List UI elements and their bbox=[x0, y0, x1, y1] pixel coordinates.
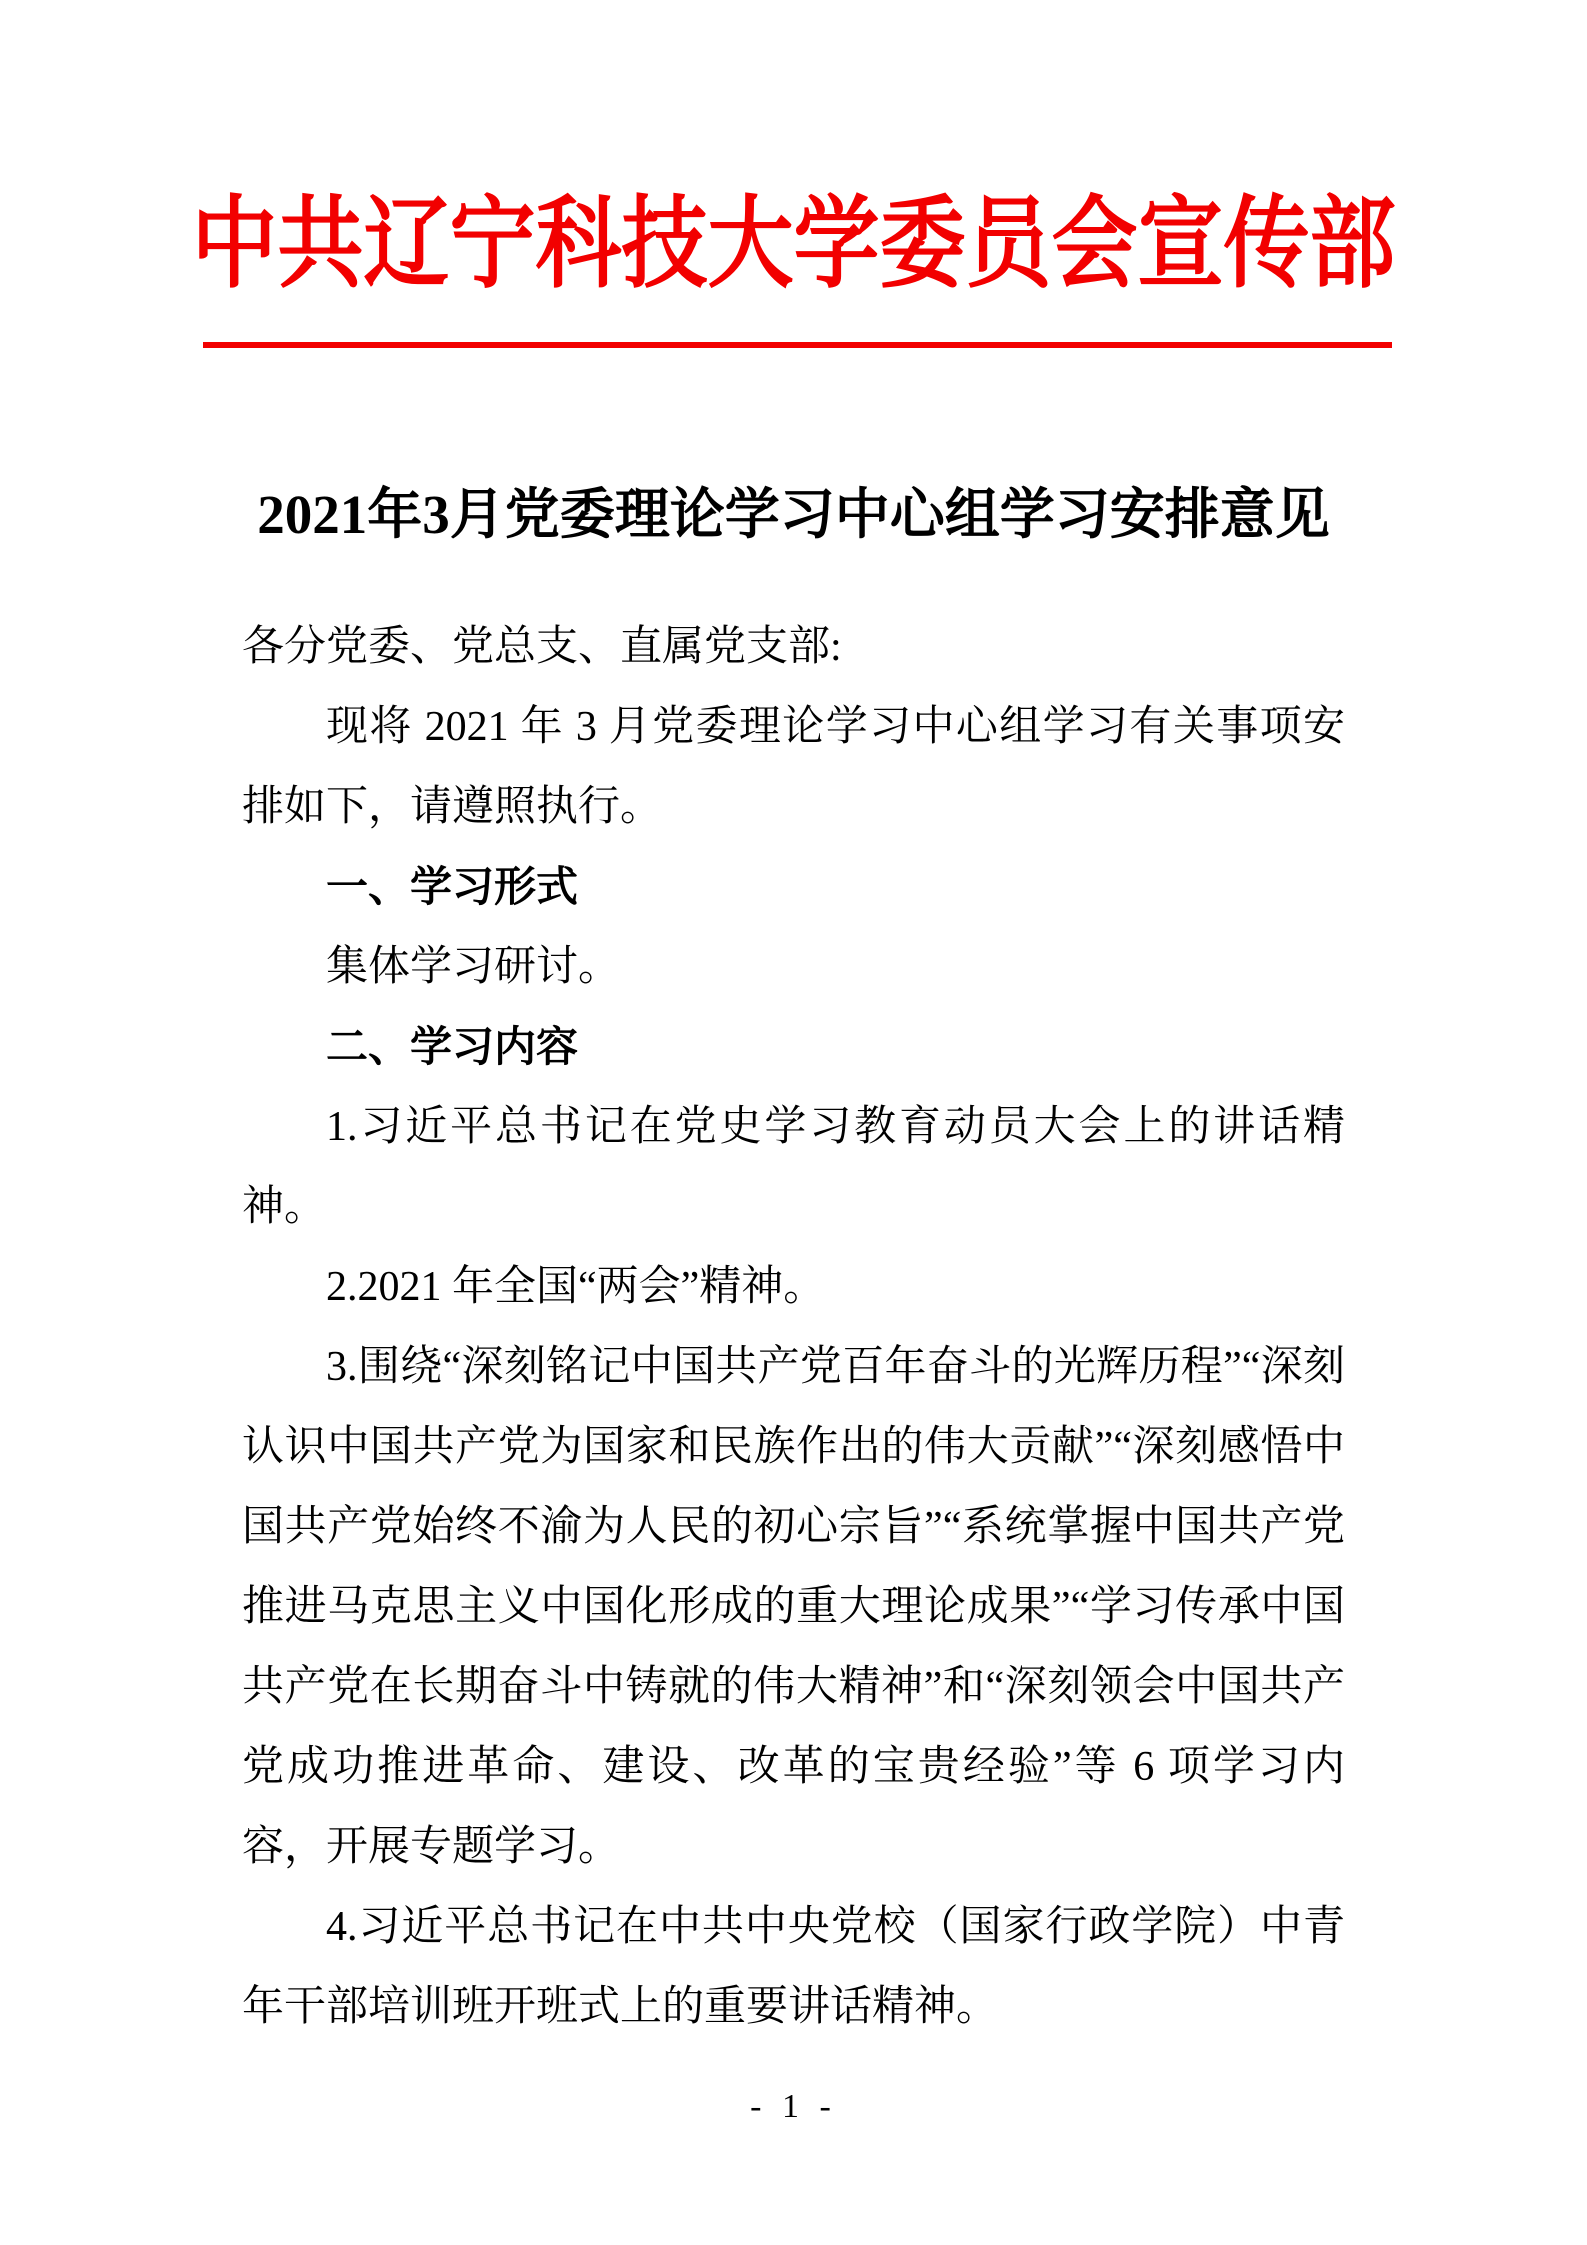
intro-paragraph: 现将 2021 年 3 月党委理论学习中心组学习有关事项安排如下，请遵照执行。 bbox=[242, 704, 1345, 830]
document-body bbox=[242, 607, 1345, 2047]
list-item-3: 3.围绕“深刻铭记中国共产党百年奋斗的光辉历程”“深刻认识中国共产党为国家和民族作出的伟大贡献”“深刻感悟中国共产党始终不渝为人民的初心宗旨”“系统掌握中国共产党推进马克思主义中国化形成的重大理论成果”“学习传承中国共产党在长期奋斗中铸就的伟大精神”和“深刻领会中国共产党成功推进革命、建设、改革的宝贵经验”等 6 项学习内容，开展专题学习。 bbox=[242, 1344, 1345, 1870]
section-1-content: 集体学习研讨。 bbox=[326, 944, 621, 990]
header-divider-rule bbox=[203, 342, 1392, 348]
page-number: - 1 - bbox=[750, 2088, 837, 2125]
section-2-heading: 二、学习内容 bbox=[326, 1023, 579, 1070]
list-item-2: 2.2021 年全国“两会”精神。 bbox=[326, 1264, 826, 1310]
list-item-1: 1.习近平总书记在党史学习教育动员大会上的讲话精神。 bbox=[242, 1104, 1345, 1230]
list-item-4: 4.习近平总书记在中共中央党校（国家行政学院）中青年干部培训班开班式上的重要讲话精神。 bbox=[242, 1904, 1345, 2030]
salutation-line: 各分党委、党总支、直属党支部: bbox=[242, 624, 842, 670]
document-title: 2021年3月党委理论学习中心组学习安排意见 bbox=[257, 484, 1330, 545]
section-1-heading: 一、学习形式 bbox=[326, 863, 579, 910]
org-header-title: 中共辽宁科技大学委员会宣传部 bbox=[191, 189, 1396, 300]
